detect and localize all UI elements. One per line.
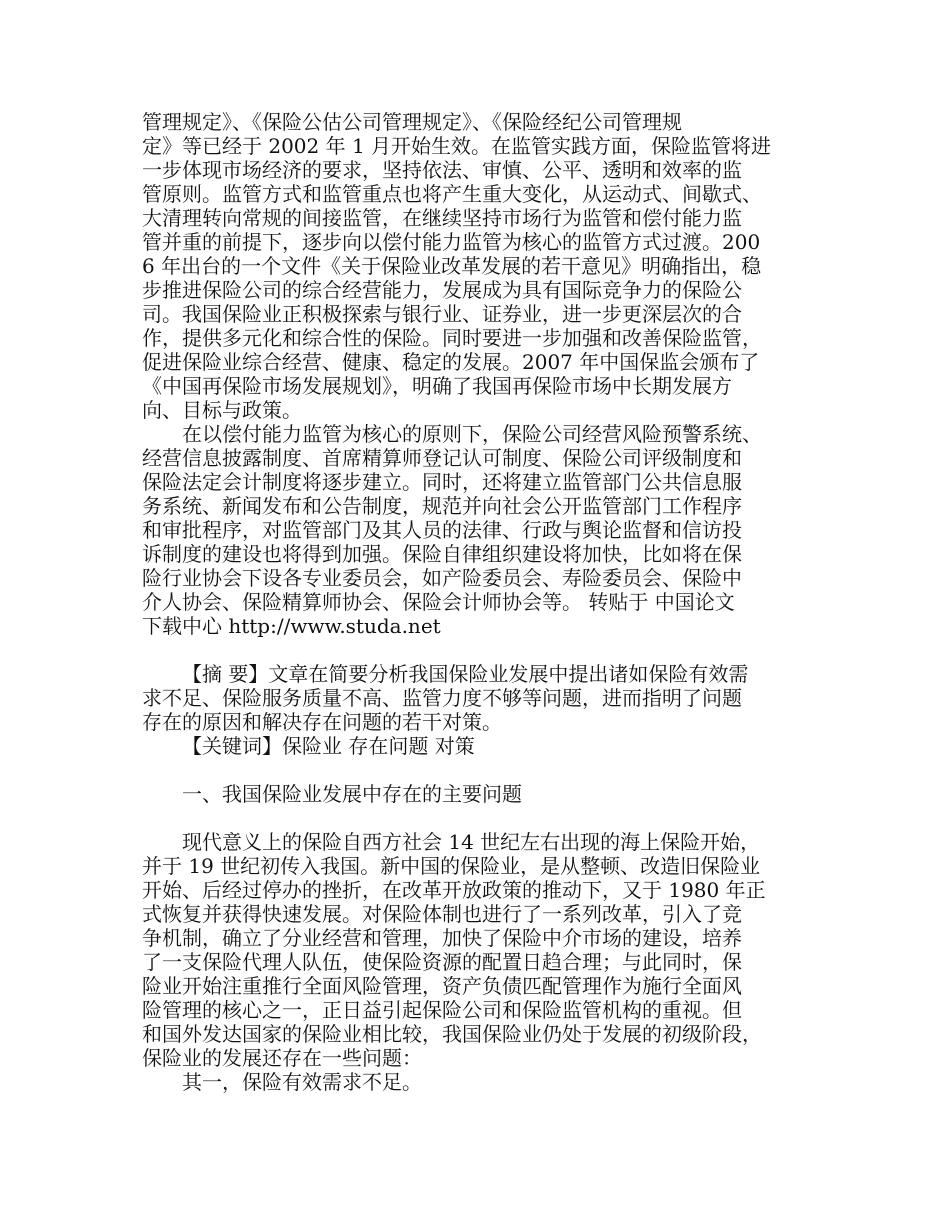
text-line: 《中国再保险市场发展规划》，明确了我国再保险市场中长期发展方 — [142, 374, 732, 398]
text-line: 诉制度的建设也将得到加强。保险自律组织建设将加快，比如将在保 — [142, 542, 742, 566]
text-line: 经营信息披露制度、首席精算师登记认可制度、保险公司评级制度和 — [142, 446, 742, 470]
paragraph-history — [142, 830, 812, 1070]
keywords: 【关键词】保险业 存在问题 对策 — [182, 734, 475, 758]
text-line: 管原则。监管方式和监管重点也将产生重大变化，从运动式、间歇式、 — [142, 182, 762, 206]
section-heading: 一、我国保险业发展中存在的主要问题 — [182, 782, 522, 806]
text-line: 和审批程序，对监管部门及其人员的法律、行政与舆论监督和信访投 — [142, 518, 742, 542]
text-line: 其一，保险有效需求不足。 — [182, 1070, 422, 1094]
text-line: 一步体现市场经济的要求，坚持依法、审慎、公平、透明和效率的监 — [142, 158, 742, 182]
paragraph-solvency — [142, 422, 812, 638]
text-line: 务系统、新闻发布和公告制度，规范并向社会公开监管部门工作程序 — [142, 494, 742, 518]
text-line: 下载中心 http://www.studa.net — [142, 614, 441, 638]
text-line: 开始、后经过停办的挫折，在改革开放政策的推动下，又于 1980 年正 — [142, 878, 766, 902]
spacer — [142, 806, 812, 830]
text-line: 和国外发达国家的保险业相比较，我国保险业仍处于发展的初级阶段， — [142, 1022, 762, 1046]
text-line: 险业开始注重推行全面风险管理，资产负债匹配管理作为施行全面风 — [142, 974, 742, 998]
document-page — [142, 110, 812, 1094]
text-line: 求不足、保险服务质量不高、监管力度不够等问题，进而指明了问题 — [142, 686, 742, 710]
text-line: 管并重的前提下，逐步向以偿付能力监管为核心的监管方式过渡。200 — [142, 230, 761, 254]
text-line: 促进保险业综合经营、健康、稳定的发展。2007 年中国保监会颁布了 — [142, 350, 760, 374]
text-line: 管理规定》、《保险公估公司管理规定》、《保险经纪公司管理规 — [142, 110, 682, 134]
text-line: 定》等已经于 2002 年 1 月开始生效。在监管实践方面，保险监管将进 — [142, 134, 772, 158]
spacer — [142, 638, 812, 662]
text-line: 保险业的发展还存在一些问题： — [142, 1046, 422, 1070]
text-line: 大清理转向常规的间接监管，在继续坚持市场行为监管和偿付能力监 — [142, 206, 742, 230]
text-line: 保险法定会计制度将逐步建立。同时，还将建立监管部门公共信息服 — [142, 470, 742, 494]
text-line: 式恢复并获得快速发展。对保险体制也进行了一系列改革，引入了竞 — [142, 902, 742, 926]
text-line: 险管理的核心之一，正日益引起保险公司和保险监管机构的重视。但 — [142, 998, 742, 1022]
text-line: 介人协会、保险精算师协会、保险会计师协会等。 转贴于 中国论文 — [142, 590, 735, 614]
spacer — [142, 758, 812, 782]
abstract — [142, 662, 812, 734]
text-line: 司。我国保险业正积极探索与银行业、证券业，进一步更深层次的合 — [142, 302, 742, 326]
text-line: 步推进保险公司的综合经营能力，发展成为具有国际竞争力的保险公 — [142, 278, 742, 302]
text-line: 争机制，确立了分业经营和管理，加快了保险中介市场的建设，培养 — [142, 926, 742, 950]
text-line: 存在的原因和解决存在问题的若干对策。 — [142, 710, 502, 734]
text-line: 【摘 要】文章在简要分析我国保险业发展中提出诸如保险有效需 — [182, 662, 749, 686]
text-line: 6 年出台的一个文件《关于保险业改革发展的若干意见》明确指出，稳 — [142, 254, 762, 278]
text-line: 在以偿付能力监管为核心的原则下，保险公司经营风险预警系统、 — [182, 422, 762, 446]
text-line: 向、目标与政策。 — [142, 398, 302, 422]
text-line: 作，提供多元化和综合性的保险。同时要进一步加强和改善保险监管， — [142, 326, 762, 350]
text-line: 险行业协会下设各专业委员会，如产险委员会、寿险委员会、保险中 — [142, 566, 742, 590]
text-line: 现代意义上的保险自西方社会 14 世纪左右出现的海上保险开始， — [182, 830, 761, 854]
text-line: 并于 19 世纪初传入我国。新中国的保险业，是从整顿、改造旧保险业 — [142, 854, 761, 878]
text-line: 了一支保险代理人队伍，使保险资源的配置日趋合理；与此同时，保 — [142, 950, 742, 974]
paragraph-regulation — [142, 110, 812, 422]
